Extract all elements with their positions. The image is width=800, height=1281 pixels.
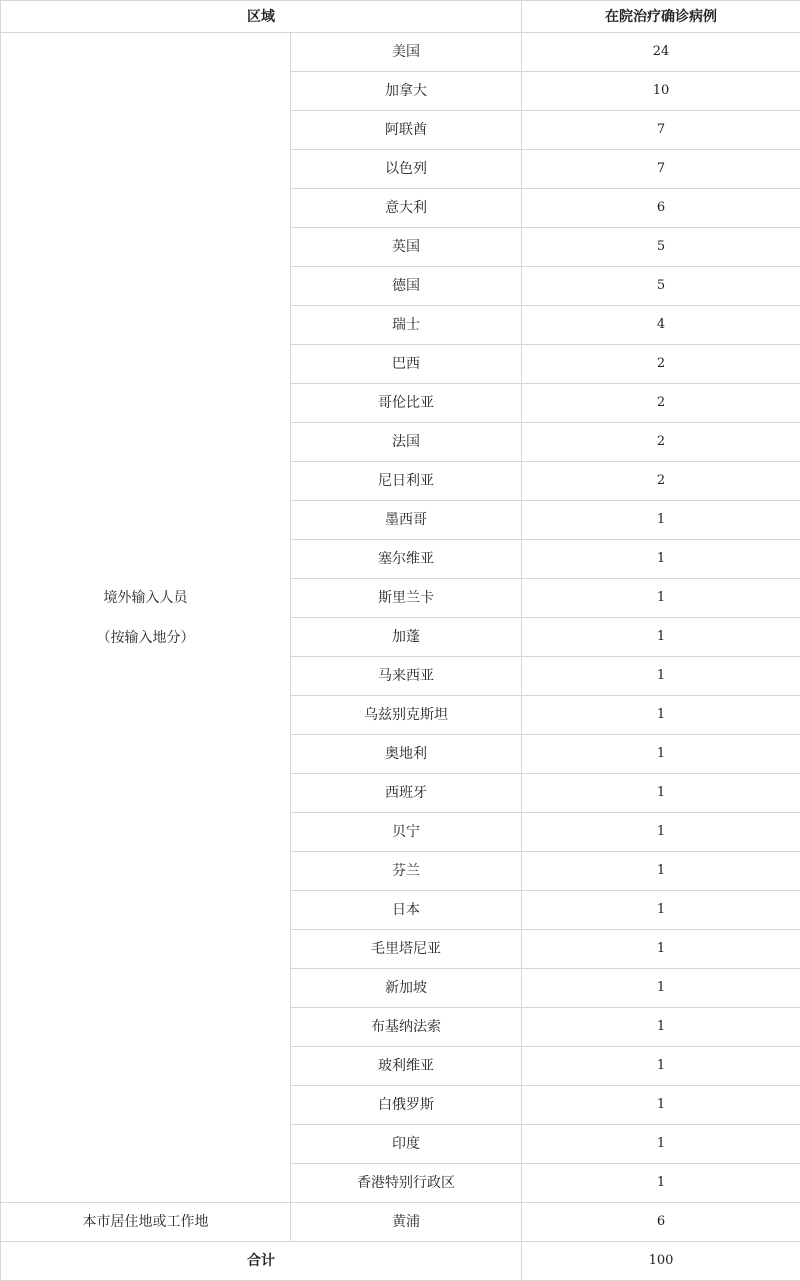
total-label: 合计 bbox=[1, 1242, 522, 1281]
place-cell: 乌兹别克斯坦 bbox=[291, 696, 522, 735]
place-cell: 尼日利亚 bbox=[291, 462, 522, 501]
place-cell: 毛里塔尼亚 bbox=[291, 930, 522, 969]
place-cell: 斯里兰卡 bbox=[291, 579, 522, 618]
imported-group-label bbox=[1, 33, 291, 1203]
count-cell: 1 bbox=[522, 618, 800, 657]
count-cell: 5 bbox=[522, 228, 800, 267]
place-cell: 阿联酋 bbox=[291, 111, 522, 150]
place-cell: 芬兰 bbox=[291, 852, 522, 891]
table-row bbox=[1, 33, 800, 72]
count-cell: 1 bbox=[522, 813, 800, 852]
count-cell: 2 bbox=[522, 345, 800, 384]
total-row bbox=[1, 1242, 800, 1281]
count-cell: 1 bbox=[522, 579, 800, 618]
count-cell: 1 bbox=[522, 540, 800, 579]
place-cell: 布基纳法索 bbox=[291, 1008, 522, 1047]
imported-label-line2: （按输入地分） bbox=[1, 618, 290, 658]
place-cell: 新加坡 bbox=[291, 969, 522, 1008]
place-cell: 巴西 bbox=[291, 345, 522, 384]
local-label: 本市居住地或工作地 bbox=[1, 1203, 291, 1242]
count-cell: 7 bbox=[522, 150, 800, 189]
count-cell: 1 bbox=[522, 1047, 800, 1086]
place-cell: 奥地利 bbox=[291, 735, 522, 774]
count-cell: 1 bbox=[522, 1086, 800, 1125]
total-count: 100 bbox=[522, 1242, 800, 1281]
count-cell: 1 bbox=[522, 1125, 800, 1164]
place-cell: 印度 bbox=[291, 1125, 522, 1164]
place-cell: 西班牙 bbox=[291, 774, 522, 813]
place-cell: 贝宁 bbox=[291, 813, 522, 852]
count-cell: 1 bbox=[522, 930, 800, 969]
place-cell: 加蓬 bbox=[291, 618, 522, 657]
count-cell: 1 bbox=[522, 852, 800, 891]
count-cell: 1 bbox=[522, 1008, 800, 1047]
table-body bbox=[1, 33, 800, 1281]
count-cell: 2 bbox=[522, 384, 800, 423]
place-cell: 日本 bbox=[291, 891, 522, 930]
count-cell: 2 bbox=[522, 423, 800, 462]
count-cell: 1 bbox=[522, 696, 800, 735]
place-cell: 哥伦比亚 bbox=[291, 384, 522, 423]
count-cell: 1 bbox=[522, 774, 800, 813]
place-cell: 白俄罗斯 bbox=[291, 1086, 522, 1125]
place-cell: 玻利维亚 bbox=[291, 1047, 522, 1086]
place-cell: 德国 bbox=[291, 267, 522, 306]
place-cell: 马来西亚 bbox=[291, 657, 522, 696]
count-cell: 1 bbox=[522, 501, 800, 540]
count-cell: 1 bbox=[522, 891, 800, 930]
count-cell: 1 bbox=[522, 969, 800, 1008]
place-cell: 加拿大 bbox=[291, 72, 522, 111]
count-cell: 24 bbox=[522, 33, 800, 72]
local-place: 黄浦 bbox=[291, 1203, 522, 1242]
count-cell: 2 bbox=[522, 462, 800, 501]
place-cell: 意大利 bbox=[291, 189, 522, 228]
imported-label-line1: 境外输入人员 bbox=[1, 578, 290, 618]
place-cell: 瑞士 bbox=[291, 306, 522, 345]
place-cell: 塞尔维亚 bbox=[291, 540, 522, 579]
count-cell: 10 bbox=[522, 72, 800, 111]
place-cell: 英国 bbox=[291, 228, 522, 267]
local-row bbox=[1, 1203, 800, 1242]
count-cell: 6 bbox=[522, 189, 800, 228]
count-cell: 1 bbox=[522, 657, 800, 696]
place-cell: 墨西哥 bbox=[291, 501, 522, 540]
count-cell: 1 bbox=[522, 1164, 800, 1203]
count-cell: 4 bbox=[522, 306, 800, 345]
count-cell: 7 bbox=[522, 111, 800, 150]
count-cell: 5 bbox=[522, 267, 800, 306]
count-cell: 1 bbox=[522, 735, 800, 774]
place-cell: 以色列 bbox=[291, 150, 522, 189]
place-cell: 香港特别行政区 bbox=[291, 1164, 522, 1203]
place-cell: 美国 bbox=[291, 33, 522, 72]
header-row bbox=[1, 1, 800, 33]
local-count: 6 bbox=[522, 1203, 800, 1242]
header-region: 区域 bbox=[1, 1, 522, 33]
header-cases: 在院治疗确诊病例 bbox=[522, 1, 800, 33]
place-cell: 法国 bbox=[291, 423, 522, 462]
